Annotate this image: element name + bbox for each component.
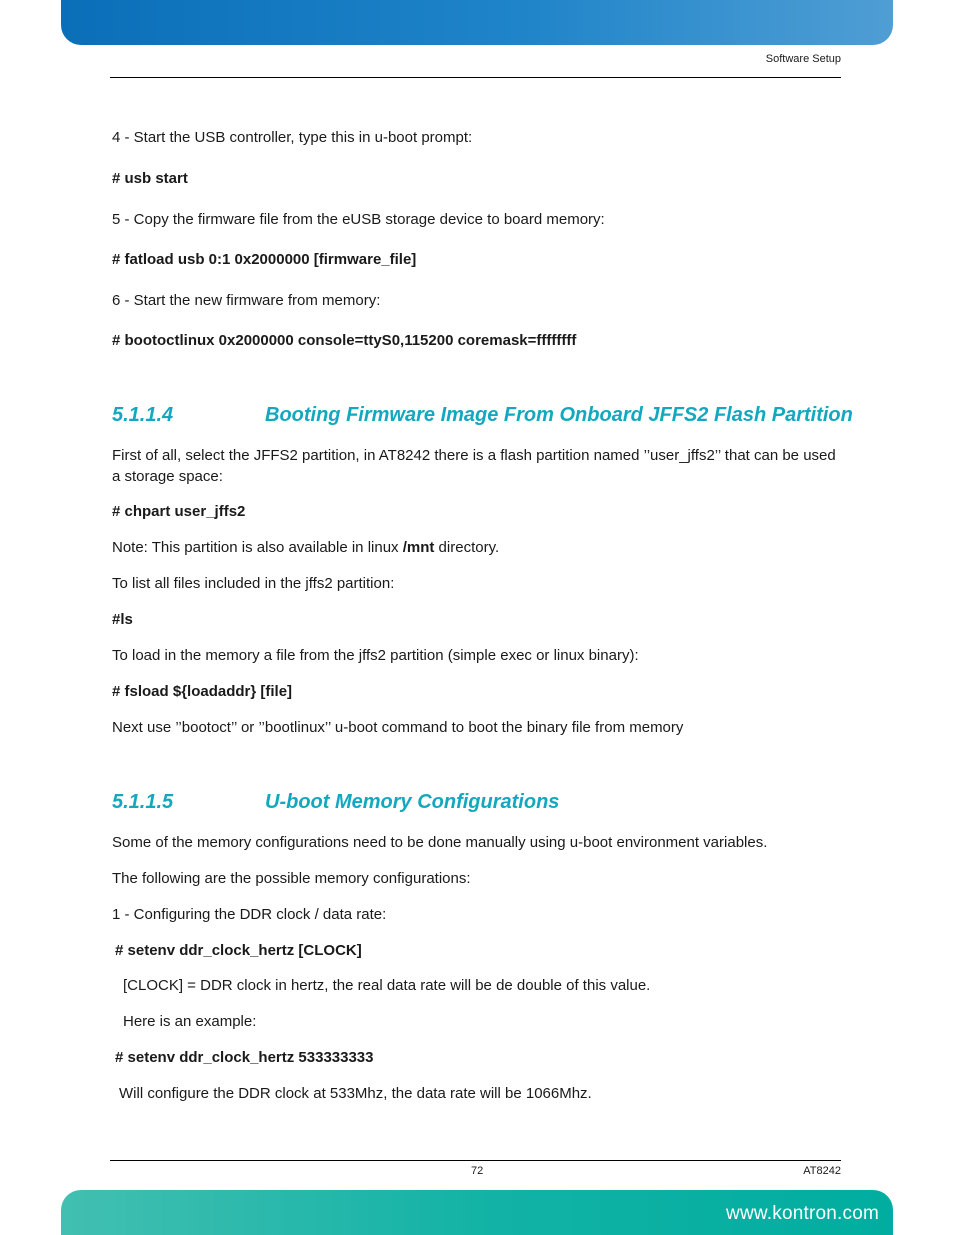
header-banner	[61, 0, 893, 45]
note-prefix: Note: This partition is also available in linux	[112, 539, 403, 556]
section-title: U-boot Memory Configurations	[265, 791, 560, 813]
example-label: Here is an example:	[123, 1013, 257, 1030]
section-number: 5.1.1.5	[112, 791, 174, 813]
item-1-text: 1 - Configuring the DDR clock / data rate:	[112, 906, 387, 923]
header-section-label: Software Setup	[765, 53, 841, 65]
command-fsload: # fsload ${loadaddr} [file]	[112, 683, 293, 700]
website-link[interactable]: www.kontron.com	[726, 1203, 879, 1224]
note-text	[112, 537, 840, 558]
command-fatload: # fatload usb 0:1 0x2000000 [firmware_file]	[112, 251, 417, 268]
command-ls: #ls	[112, 611, 133, 628]
section-heading-5114	[112, 404, 853, 427]
header-rule	[110, 77, 841, 78]
footer-rule	[110, 1160, 841, 1161]
section-title: Booting Firmware Image From Onboard JFFS2 Flash Partition	[265, 404, 853, 426]
following-configs-text: The following are the possible memory configurations:	[112, 870, 471, 887]
section-number: 5.1.1.4	[112, 404, 174, 426]
footer-banner	[61, 1190, 893, 1235]
memory-intro-text: Some of the memory configurations need to be done manually using u-boot environment variables.	[112, 834, 768, 851]
jffs2-intro-text: First of all, select the JFFS2 partition, in AT8242 there is a flash partition named ’’user_jffs2’’ that can be used a storage space:	[112, 447, 836, 485]
command-usb-start: # usb start	[112, 170, 188, 187]
load-file-text: To load in the memory a file from the jffs2 partition (simple exec or linux binary):	[112, 647, 639, 664]
boot-binary-text: Next use ’’bootoct’’ or ’’bootlinux’’ u-boot command to boot the binary file from memory	[112, 719, 684, 736]
page-number: 72	[471, 1165, 484, 1177]
note-mnt-path: /mnt	[402, 539, 435, 556]
clock-description: [CLOCK] = DDR clock in hertz, the real data rate will be de double of this value.	[123, 977, 651, 994]
step-5-text: 5 - Copy the firmware file from the eUSB storage device to board memory:	[112, 211, 605, 228]
note-suffix: directory.	[434, 539, 500, 556]
result-text: Will configure the DDR clock at 533Mhz, the data rate will be 1066Mhz.	[119, 1085, 592, 1102]
list-files-text: To list all files included in the jffs2 partition:	[112, 575, 395, 592]
section-heading-5115	[112, 791, 559, 814]
command-chpart: # chpart user_jffs2	[112, 503, 246, 520]
command-setenv-example: # setenv ddr_clock_hertz 533333333	[115, 1049, 374, 1066]
command-setenv: # setenv ddr_clock_hertz [CLOCK]	[115, 942, 362, 959]
step-6-text: 6 - Start the new firmware from memory:	[112, 292, 381, 309]
command-bootoctlinux: # bootoctlinux 0x2000000 console=ttyS0,115200 coremask=ffffffff	[112, 332, 577, 349]
step-4-text: 4 - Start the USB controller, type this in u-boot prompt:	[112, 129, 473, 146]
footer-model: AT8242	[803, 1165, 841, 1177]
